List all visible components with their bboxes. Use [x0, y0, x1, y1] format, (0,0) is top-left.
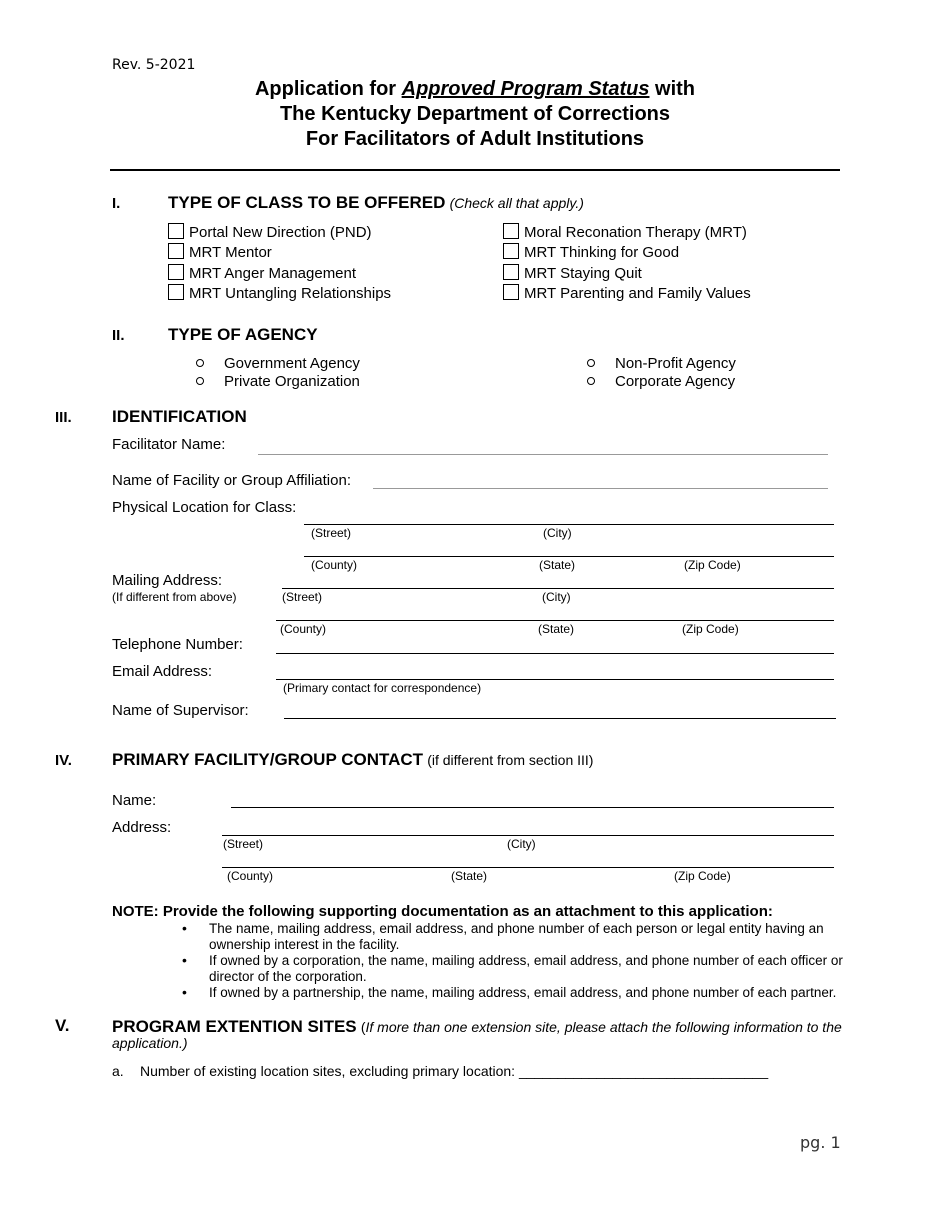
section4-title: PRIMARY FACILITY/GROUP CONTACT — [112, 750, 424, 769]
agency-option-nonprofit[interactable]: Non-Profit Agency — [587, 355, 736, 372]
telephone-label: Telephone Number: — [112, 636, 243, 653]
bullet-1-line1: The name, mailing address, email address, and phone number of each person or legal entity having an — [209, 921, 824, 936]
section4-number: IV. — [55, 752, 72, 769]
bullet-2-line1: If owned by a corporation, the name, mailing address, email address, and phone number of each officer or — [209, 953, 843, 968]
mailing-state-caption: (State) — [538, 622, 575, 636]
mailing-city-caption: (City) — [542, 590, 571, 604]
section5-note-open: ( — [360, 1019, 366, 1035]
bullet-2-line2: director of the corporation. — [209, 969, 367, 984]
email-label: Email Address: — [112, 663, 213, 680]
checkbox-mrt-anger[interactable] — [168, 264, 184, 280]
supervisor-field[interactable] — [284, 718, 836, 726]
contact-name-label: Name: — [112, 792, 157, 809]
mailing-address-note: (If different from above) — [112, 590, 237, 604]
facility-name-field[interactable] — [373, 488, 828, 496]
section3-number: III. — [55, 409, 72, 426]
physical-location-label: Physical Location for Class: — [112, 499, 297, 516]
agency-option-government[interactable]: Government Agency — [196, 355, 360, 372]
section4-heading — [112, 750, 593, 770]
radio-nonprofit[interactable] — [587, 359, 595, 367]
class-option-mrt-thinking[interactable]: MRT Thinking for Good — [503, 243, 679, 261]
physical-zip-caption: (Zip Code) — [684, 558, 741, 572]
mailing-zip-caption: (Zip Code) — [682, 622, 739, 636]
page-title-line2: The Kentucky Department of Corrections — [279, 103, 671, 125]
mailing-address-label: Mailing Address: — [112, 572, 223, 589]
section1-title: TYPE OF CLASS TO BE OFFERED — [168, 193, 446, 212]
contact-state-caption: (State) — [451, 869, 488, 883]
class-option-mrt-mentor[interactable]: MRT Mentor — [168, 243, 272, 261]
existing-sites-field[interactable]: Number of existing location sites, excluding primary location: ________________________________ — [140, 1063, 769, 1079]
contact-city-caption: (City) — [507, 837, 536, 851]
email-note: (Primary contact for correspondence) — [283, 681, 482, 695]
section4-note: (if different from section III) — [427, 752, 594, 768]
facilitator-name-field[interactable] — [258, 454, 828, 462]
contact-zip-caption: (Zip Code) — [674, 869, 731, 883]
class-option-mrt-staying-quit[interactable]: MRT Staying Quit — [503, 264, 642, 282]
section5-heading — [112, 1017, 842, 1037]
agency-option-private[interactable]: Private Organization — [196, 373, 360, 390]
mailing-county-caption: (County) — [280, 622, 327, 636]
section2-title: TYPE OF AGENCY — [168, 325, 318, 344]
section5-note: If more than one extension site, please attach the following information to the — [365, 1019, 842, 1035]
section3-title: IDENTIFICATION — [112, 407, 247, 426]
section5-title: PROGRAM EXTENTION SITES — [112, 1017, 357, 1036]
header-divider — [110, 169, 840, 171]
section2-number: II. — [112, 327, 125, 344]
checkbox-pnd[interactable] — [168, 223, 184, 239]
class-option-pnd[interactable]: Portal New Direction (PND) — [168, 223, 372, 241]
title-suffix: with — [649, 78, 696, 100]
bullet-marker-3: • — [182, 984, 187, 1000]
section1-note: (Check all that apply.) — [449, 195, 584, 211]
bullet-3-line1: If owned by a partnership, the name, mailing address, email address, and phone number of each partner. — [209, 985, 837, 1000]
contact-address-label: Address: — [112, 819, 172, 836]
contact-name-field[interactable] — [231, 807, 834, 815]
radio-corporate[interactable] — [587, 377, 595, 385]
page-title-line1 — [0, 77, 950, 102]
facility-name-label: Name of Facility or Group Affiliation: — [112, 472, 351, 489]
section1-number: I. — [112, 195, 121, 212]
bullet-marker-2: • — [182, 952, 187, 968]
radio-private[interactable] — [196, 377, 204, 385]
telephone-field[interactable] — [276, 653, 834, 661]
checkbox-mrt[interactable] — [503, 223, 519, 239]
physical-county-caption: (County) — [311, 558, 358, 572]
item-a-letter: a. — [112, 1063, 124, 1079]
bullet-marker-1: • — [182, 920, 187, 936]
title-prefix: Application for — [254, 78, 402, 100]
page-number: pg. 1 — [800, 1133, 841, 1152]
physical-state-caption: (State) — [539, 558, 576, 572]
checkbox-mrt-parenting[interactable] — [503, 284, 519, 300]
bullet-1-line2: ownership interest in the facility. — [209, 937, 400, 952]
section1-heading — [168, 193, 584, 213]
checkbox-mrt-staying-quit[interactable] — [503, 264, 519, 280]
contact-county-field[interactable] — [222, 867, 834, 875]
mailing-street-caption: (Street) — [282, 590, 323, 604]
facilitator-name-label: Facilitator Name: — [112, 436, 226, 453]
class-option-mrt-untangling[interactable]: MRT Untangling Relationships — [168, 284, 391, 302]
page-title-line3: For Facilitators of Adult Institutions — [305, 128, 645, 150]
contact-street-caption: (Street) — [223, 837, 264, 851]
physical-street-caption: (Street) — [311, 526, 352, 540]
physical-city-caption: (City) — [543, 526, 572, 540]
agency-option-corporate[interactable]: Corporate Agency — [587, 373, 735, 390]
contact-county-caption: (County) — [227, 869, 274, 883]
checkbox-mrt-mentor[interactable] — [168, 243, 184, 259]
class-option-mrt-parenting[interactable]: MRT Parenting and Family Values — [503, 284, 751, 302]
revision-label: Rev. 5-2021 — [112, 57, 196, 73]
note-heading: NOTE: Provide the following supporting documentation as an attachment to this application: — [112, 903, 773, 920]
class-option-mrt-anger[interactable]: MRT Anger Management — [168, 264, 356, 282]
checkbox-mrt-thinking[interactable] — [503, 243, 519, 259]
checkbox-mrt-untangling[interactable] — [168, 284, 184, 300]
section5-note-line2: application.) — [112, 1035, 188, 1051]
radio-government[interactable] — [196, 359, 204, 367]
section5-number: V. — [55, 1016, 70, 1035]
supervisor-label: Name of Supervisor: — [112, 702, 249, 719]
title-emphasis: Approved Program Status — [401, 78, 650, 100]
class-option-mrt[interactable]: Moral Reconation Therapy (MRT) — [503, 223, 747, 241]
